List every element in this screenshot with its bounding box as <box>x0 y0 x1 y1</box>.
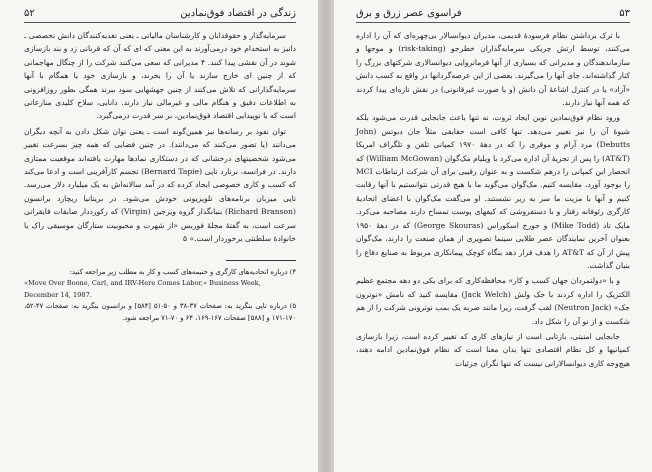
paragraph: توان نفوذ بر رسانه‌ها نیز همین‌گونه است ـ یعنی توان شکل دادن به آنچه دیگران می‌دانند (یا تصور می‌کنند که می‌دانند). در چنین فضایی که همه چیز بسرعت تغییر می‌شود شخصیتهای درخشانی که در دستکاری نمادها مهارت یافته‌اند موقعیت ممتازی دارند. در فرانسه، برنارد تاپی (Bernard Tapie) تجسم کارآفرینی است و ادعا می‌کند که کسب و کاری خصوصی ایجاد کرده که در آمد سالانه‌اش به یک میلیارد دلار می‌رسد. تاپی میزبان برنامه‌های تلویزیونی خودش می‌شود. در بریتانیا ریچارد برانسون (Richard Branson) بنیانگذار گروه ویرجین (Virgin) که رکورددار صابقات قایقرانی سرعت است، به گفتهٔ مجلهٔ فوربس «از شهرت و محبوبیت ستارگان موسیقی راک یا خانوادهٔ سلطنتی برخوردار است.» ۵ <box>24 126 296 244</box>
page-header <box>24 6 296 23</box>
paragraph: و با «دولتمردان جهان کسب و کار» محافظه‌کاری که برای یکی دو دهه مجتمع عظیم الکتریک را اداره کردند با جک ولش (Jack Welch) مقایسه کنید که نامش «نوترون جک» (Neutron Jack) لقب گرفت، زیرا مانند ضربه یک بمب نوترونی شرکت را از هم شکست و از نو آن را شکل داد. <box>356 276 630 326</box>
page-number: ۵۲ <box>24 8 35 19</box>
page-number: ۵۳ <box>619 8 630 19</box>
paragraph: با ترک برداشتن نظام فرسودهٔ قدیمی، مدیران دیوانسالار بی‌چهره‌ای که آن را اداره می‌کنند، توسط ارتش چریکی سرمایه‌گذاران خطرجو (risk-taking) و موجها و سازماندهندگان و مدیرانی که بسیاری از آنها فرمانروایی دیوانسالاری شرکتهای بزرگ را کنار گذاشته‌اند، جای آنها را می‌گیرند. بعضی از این عرصه‌گردانها در واقع به کسب دانش «آزاد» یا در کنترل اشاعهٔ آن دانش (و یا صورت غیرقانونی) در نقش تازه‌ای پیدا کردند که همه آنها نیاز دارند. <box>356 31 631 108</box>
paragraph: جابجایی امنیتی، بازتابی است از نیازهای کاری که تغییر کرده است، زیرا بازسازی کمپانیها و کل نظام اقتصادی تنها بدان معنا است که نظام فوق‌نمادین ادامه دهند، هیچ‌وجه کاری دیوانسالارانی نیست که تنها نگران جزئیات <box>356 331 630 368</box>
running-head: زندگی در اقتصاد فوق‌نمادین <box>180 8 296 19</box>
footnote-citation: «Move Over Boone, Carl, and IRV-Here Comes Labor,» Business Week, December 14, 1987. <box>24 279 261 299</box>
right-page <box>334 0 652 472</box>
footnote-5: ۵) درباره تاپی بنگرید به: صفحات ۳۷-۳۸ و ۵۰-۵۱ [۵۸۴] و برانسون بنگرید به: صفحات ۴۷-۵۲، ۱۷۰-۱۷۱ و [۵۸۸] صفحات ۱۶۷-۱۶۹، ۶۴ و ۷۰-۷۱ مراجعه شود. <box>24 302 296 322</box>
footnote-4: ۴) درباره اتحادیه‌های کارگری و خنیمه‌های کسب و کار به مطلب زیر مراجعه کنید: <box>69 267 296 276</box>
footnotes <box>24 267 296 325</box>
paragraph: ورود نظام فوق‌نمادین نوین ایجاد ثروت، نه تنها باعث جابجایی قدرت می‌شود بلکه شیوهٔ آن را نیز تغییر می‌دهد. تنها کافی است حقایقی مثلاً جان دبوتس (John Debutts) مرد آرام و موقری را که در دههٔ ۱۹۷۰ کمپانی تلفن و تلگراف امریکا (AT&T) را پس از تجزیهٔ آن اداره می‌کرد با ویلیام مک‌گوان (William McGowan) که انحصار این کمپانی را درهم شکست و به عنوان رقیبی برای آن شرکت ارتباطات MCI را بوجود آورد، مقایسه کنیم. مک‌گوان می‌گوید ما با هیچ قدرتی نتوانستیم با آنها رقابت کنیم و آنها با مزیت ما سر به زیر نشستند. او می‌گفت مک‌گوان با اعضای اتحادیهٔ کارگری رئوفانه رفتار و با دستفروشی که کیفهای پوست تمساح دارند مصاحبه می‌کرد. مایک تاد (Mike Todd) و جورج اسکوراس (George Skouras) که در دههٔ ۱۹۵۰ بعنوان آخرین نمایندگان عصر طلایی سینما تصویری از همان صنعت را دارند، مک‌گوان پیش از آن که AT&T را هدف قرار دهد بنگاه کوچک پیمانکاری مربوط به صنایع دفاع را بنیان گذاشت. <box>356 113 631 270</box>
body-text <box>356 29 630 370</box>
page-header <box>356 6 630 23</box>
paragraph: سرمایه‌گذار و حقوقدانان و کارشناسان مالیاتی ـ یعنی تغذیه‌کنندگان دانش تخصصی ـ دانیز به استخدام خود درمی‌آورند به این معنی که ‌ای که آن که قربانی زد و بند بازسازی شوند در آن نقشی پیدا کنند. ۴ مدیرانی که سعی می‌کنند شرکت را از چنگال مهاجمانی که از چنین ای خارج سازند یا آن را بخرند، و بازسازی خود یا همگام با آنها سرمایه‌گذارانی که تلاش می‌کنند از چنین جهشهایی سود ببرند همگی بطور روزافزونی به اطلاعات دقیق و هنگام مالی و غیرمالی نیاز دارند. دانایی، سلاح کلیدی منازعاتی است که با نوپیدایی اقتصاد فوق‌نمادین، بر سر قدرت درمی‌گیرد. <box>24 31 296 121</box>
book-gutter <box>318 0 334 472</box>
body-text <box>24 29 296 246</box>
footnote-rule <box>226 260 296 261</box>
left-page <box>0 0 318 472</box>
running-head: فراسوی عصر زرق و برق <box>356 8 462 19</box>
